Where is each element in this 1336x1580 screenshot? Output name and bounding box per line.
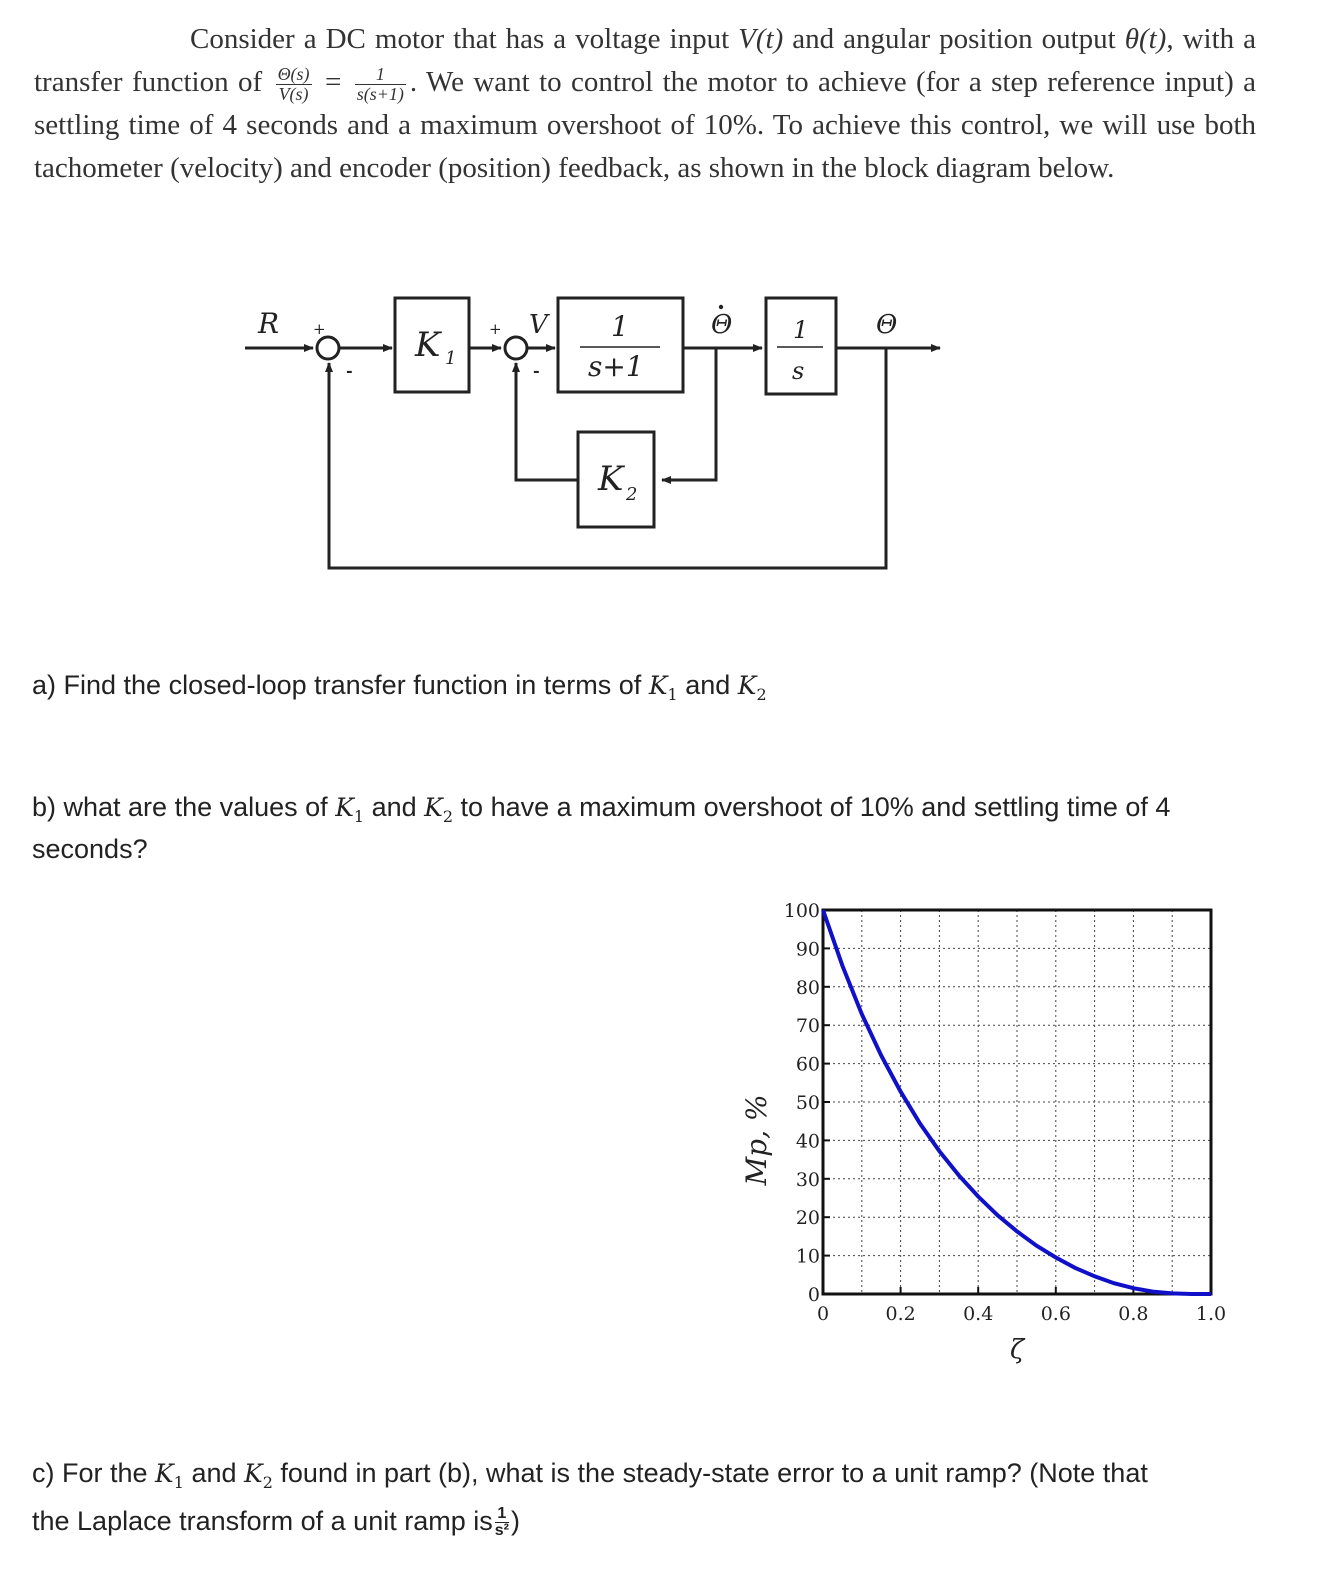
svg-text:+: + [313,320,326,338]
x-tick-label: 0.2 [885,1303,916,1325]
x-tick-label: 0.4 [963,1303,994,1325]
plant-numerator: 1 [611,310,629,343]
theta-label: Θ [876,310,898,340]
question-a: a) Find the closed-loop transfer function in terms of $K_1$ and $K_2$ [32,670,767,704]
thetadot-label: Θ [711,310,733,340]
k1-subscript: 1 [445,348,457,369]
voltage-symbol: V(t) [738,23,784,55]
y-tick-label: 30 [795,1168,820,1191]
summing-junction-2 [505,337,527,359]
transfer-function-lhs: $\frac{\Theta(s)}{V(s)}$ [277,63,310,104]
chart-grid [823,910,1211,1294]
k2-label: K [598,459,624,499]
y-tick-label: 90 [795,938,820,961]
question-b-line2: seconds? [32,834,148,864]
x-tick-label: 0.6 [1040,1303,1071,1325]
voltage-label: V [529,310,548,340]
overshoot-chart [720,890,1240,1380]
transfer-function-rhs: $\frac{1}{s(s+1)}$ [356,63,404,104]
integrator-denominator: s [792,357,805,385]
svg-text:-: - [533,361,540,380]
ramp-laplace-fraction: $\frac{1}{\text{s²}}$ [494,1505,509,1540]
block-diagram [0,280,1000,580]
thetadot-dot [719,305,723,309]
input-label: R [258,307,280,340]
question-b: b) what are the values of $K_1$ and $K_2$ to have a maximum overshoot of 10% and settling time of 4 [32,792,1171,826]
question-c: c) For the $K_1$ and $K_2$ found in part (b), what is the steady-state error to a unit ramp? (Note that [32,1458,1148,1492]
y-tick-label: 0 [807,1284,820,1306]
y-tick-label: 80 [795,976,820,999]
question-c-line2: the Laplace transform of a unit ramp is $\frac{1}{\text{s²}}$ ) [32,1505,520,1540]
k2-subscript: 2 [626,484,638,505]
summing-junction-1 [317,337,339,359]
y-tick-label: 10 [795,1245,820,1268]
k1-label: K [415,325,441,365]
problem-statement: Consider a DC motor that has a voltage input V(t) and angular position output θ(t), with a transfer function of $\frac{\Theta(s)}{V(s)}$ = $\frac{1}{s(s+1)}$ . We want to control the motor to achieve (for a step reference input) a settling time of 4 seconds and a maximum overshoot of 10%. To achieve this control, we will use both tachometer (velocity) and encoder (position) feedback, as shown in the block diagram below. [34,23,1257,184]
integrator-numerator: 1 [793,316,809,344]
svg-text:+: + [489,320,502,338]
y-axis-label: Mp, % [740,1094,773,1186]
x-axis-label: ζ [1009,1335,1025,1365]
plant-denominator: s+1 [588,350,644,383]
y-tick-label: 100 [783,900,820,922]
y-tick-label: 50 [795,1092,820,1114]
svg-text:-: - [346,361,353,380]
x-tick-label: 0.8 [1118,1303,1149,1325]
x-tick-label: 1.0 [1195,1303,1227,1325]
x-tick-label: 0 [816,1303,830,1325]
y-tick-label: 60 [795,1053,820,1076]
y-tick-label: 70 [795,1015,820,1038]
y-tick-label: 40 [795,1130,820,1153]
y-tick-label: 20 [795,1207,820,1230]
theta-symbol: θ(t) [1124,23,1167,55]
